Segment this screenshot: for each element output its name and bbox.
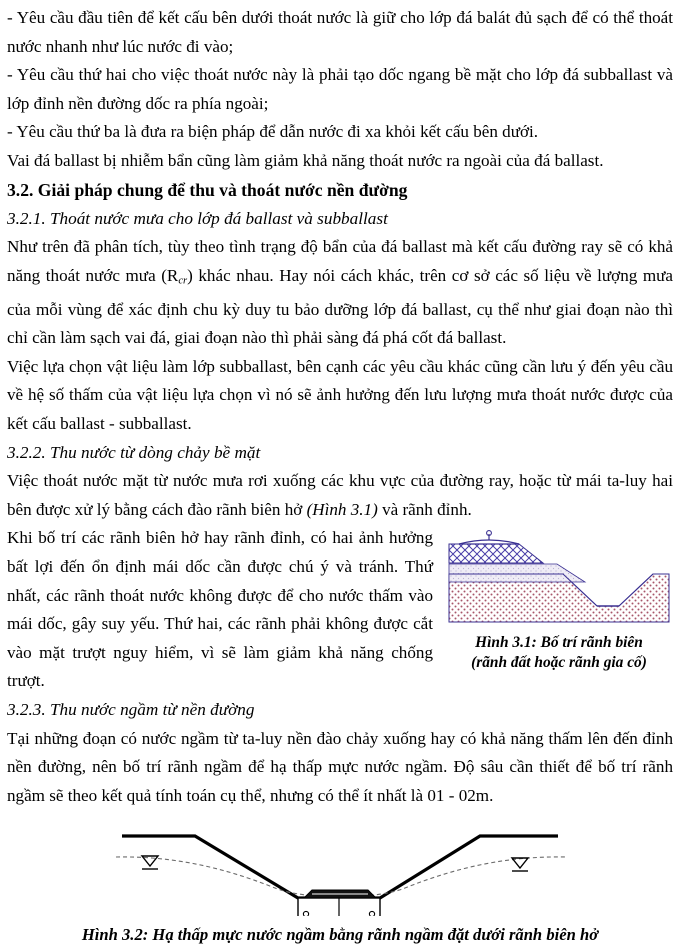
heading-3-2-3: 3.2.3. Thu nước ngầm từ nền đường — [7, 699, 255, 719]
figure-3-1-drawing — [445, 530, 673, 628]
heading-3-2-2: 3.2.2. Thu nước từ dòng chảy bề mặt — [7, 442, 261, 462]
paragraph-rainwater-drainage — [7, 233, 673, 353]
heading-3-2: 3.2. Giải pháp chung để thu và thoát nước nền đường — [7, 179, 408, 200]
paragraph-surface-runoff-part1: Việc thoát nước mặt từ nước mưa rơi xuống các khu vực của đường ray, hoặc từ mái ta-luy hai bên được xử lý bằng cách đào rãnh biên hở — [7, 471, 673, 519]
figure-3-2-drawing — [80, 820, 600, 916]
figure-3-2-caption: Hình 3.2: Hạ thấp mực nước ngầm bằng rãnh ngầm đặt dưới rãnh biên hở — [81, 925, 599, 945]
figure-3-1-caption-line2: (rãnh đất hoặc rãnh gia cố) — [471, 654, 647, 672]
ground-profile-line — [122, 836, 558, 898]
figure-3-2 — [7, 820, 673, 946]
water-level-symbol-left — [142, 856, 158, 869]
paragraph-rainwater-part2: ) khác nhau. Hay nói cách khác, trên cơ sở các số liệu về lượng mưa của mỗi vùng để xác định chu kỳ duy tu bảo dưỡng lớp đá ballast, cụ thể như giai đoạn nào thì chỉ cần làm sạch vai đá, giai đoạn nào thì phải sàng đá phá cốt đá ballast. — [7, 265, 673, 348]
paragraph-rainwater-part1: Như trên đã phân tích, tùy theo tình trạng độ bẩn của đá ballast mà kết cấu đường ray sẽ có khả năng thoát nước mưa (R — [7, 237, 673, 285]
paragraph-ballast-contamination: Vai đá ballast bị nhiễm bẩn cũng làm giảm khả năng thoát nước ra ngoài của đá ballast. — [7, 150, 604, 170]
ballast-layer — [449, 544, 543, 563]
subscript-cr: cr — [178, 275, 188, 287]
paragraph-bullet-2: - Yêu cầu thứ hai cho việc thoát nước này là phải tạo dốc ngang bề mặt cho lớp đá subballast và lớp đỉnh nền đường dốc ra phía ngoài; — [7, 65, 673, 113]
subgrade-layer — [449, 564, 585, 582]
paragraph-surface-runoff-part2: và rãnh đỉnh. — [377, 499, 472, 519]
figure-reference-3-1: (Hình 3.1) — [306, 499, 378, 519]
paragraph-surface-runoff — [7, 467, 673, 524]
paragraph-bullet-1: - Yêu cầu đầu tiên để kết cấu bên dưới thoát nước là giữ cho lớp đá balát đủ sạch để có thể thoát nước nhanh như lúc nước đi vào; — [7, 8, 673, 56]
document-content — [7, 4, 673, 946]
paragraph-subballast-material: Việc lựa chọn vật liệu làm lớp subballast, bên cạnh các yêu cầu khác cũng cần lưu ý đến yêu cầu về hệ số thấm của vật liệu lựa chọn vì nó sẽ ảnh hưởng đến lưu lượng mưa thoát nước được của kết cấu ballast - subballast. — [7, 356, 673, 434]
paragraph-bullet-3: - Yêu cầu thứ ba là đưa ra biện pháp để dẫn nước đi xa khỏi kết cấu bên dưới. — [7, 122, 539, 142]
figure-3-1 — [445, 530, 673, 672]
paragraph-groundwater-collection: Tại những đoạn có nước ngầm từ ta-luy nền đào chảy xuống hay có khả năng thấm lên đến đỉnh nền đường, nên bố trí rãnh ngầm để hạ thấp mực nước ngầm. Độ sâu cần thiết để bố trí rãnh ngầm sẽ theo kết quả tính toán cụ thể, nhưng có thể ít nhất là 01 - 02m. — [7, 728, 673, 805]
water-level-symbol-right — [512, 858, 528, 871]
heading-3-2-1: 3.2.1. Thoát nước mưa cho lớp đá ballast và subballast — [7, 208, 388, 228]
paragraph-ditch-stability: Khi bố trí các rãnh biên hở hay rãnh đỉnh, có hai ảnh hưởng bất lợi đến ổn định mái dốc cần được chú ý và tránh. Thứ nhất, các rãnh thoát nước không được để cho nước thấm vào mái dốc, gây suy yếu. Thứ hai, các rãnh phải không được cắt vào mặt trượt nguy hiểm, vì sẽ làm giảm khả năng chống trượt. — [7, 528, 433, 691]
figure-3-1-caption — [445, 633, 673, 672]
figure-3-1-caption-line1: Hình 3.1: Bố trí rãnh biên — [475, 634, 643, 652]
